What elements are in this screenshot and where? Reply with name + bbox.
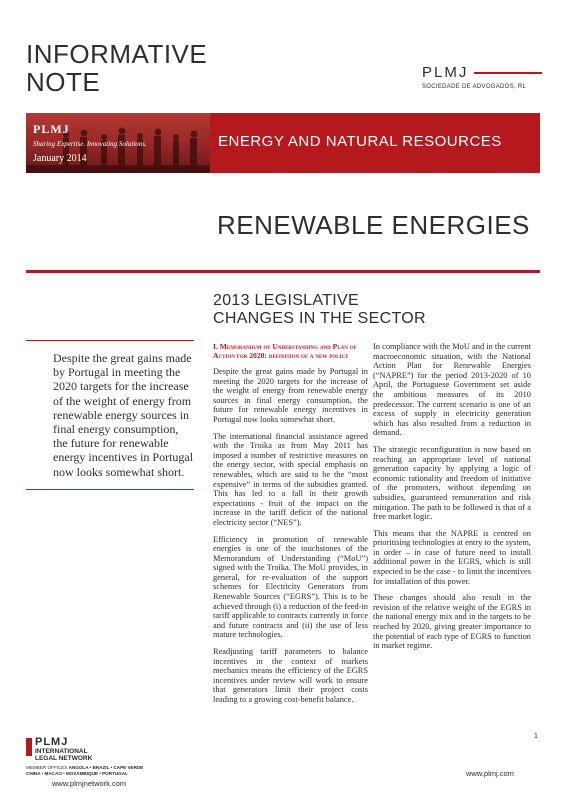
members-line-2: CHINA • MACAO • MOZAMBIQUE • PORTUGAL: [26, 770, 128, 776]
informative-note-title: [26, 40, 207, 96]
footer-network-logo: [26, 737, 143, 776]
title-line-1: INFORMATIVE: [26, 39, 208, 69]
page-number: 1: [534, 733, 538, 740]
text-column-1: [213, 342, 368, 712]
paragraph: The strategic reconfiguration is now based on reaching an appropriate level of national generation capacity by applying a logic of economic rationality and freedom of initiative of the promoters, without depending on subsidies, guaranteed remuneration and risk mitigation. The path to be followed is that of a free market logic.: [373, 444, 531, 522]
members-label: MEMBER OFFICES: [26, 765, 68, 770]
paragraph: Efficiency in promotion of renewable energies is one of the touchstones of the Memorandum of Understanding (“MoU”) signed with the Troika. The MoU provides, in general, for re-evaluation of the support schemes for Electricity Generators from Renewable Sources (“EGRS”). This is to be achieved through (i) a reduction of the feed-in tariff applicable to contracts currently in force and future contracts and (ii) the use of less mature technologies.: [213, 534, 368, 640]
subsection-heading: I. Memorandum of Understanding and Plan of Action for 2020: definition of a new policy: [213, 342, 357, 360]
banner-photo: [26, 113, 210, 173]
paragraph: This means that the NAPRE is centred on prioritising technologies at entry to the system, in order – in case of future need to install additional power in the EGRS, which is still expected to be the case - to limit the incentives for installation of this power.: [373, 528, 531, 586]
site-url-link[interactable]: www.plmj.com: [466, 769, 514, 778]
banner-slogan: Sharing Expertise. Innovating Solutions.: [33, 140, 147, 148]
pullquote-text: Despite the great gains made by Portugal in meeting the 2020 targets for the increase of the weight of energy from renewable energy sources in final energy consumption, the future for renewable energy incentives in Portugal now looks somewhat short.: [53, 351, 194, 479]
section-title: [213, 292, 426, 328]
banner-logo: PLMJ: [33, 122, 70, 136]
members-line-1: ANGOLA • BRAZIL • CAPE VERDE: [68, 765, 144, 770]
member-offices: [26, 765, 143, 776]
paragraph: The international financial assistance agreed with the Troika as from May 2011 has imposed a number of restrictive measures on the energy sector, with special emphasis on renewables, which are said to be the “most expensive” in terms of the subsidies granted. This has led to a fall in their growth expectations - fruit of the impact on the increase in the tariff deficit of the national electricity sector (“NES”).: [213, 431, 368, 527]
pullquote: [26, 340, 194, 490]
title-divider: [26, 270, 540, 273]
section-heading: ENERGY AND NATURAL RESOURCES: [218, 133, 502, 150]
brand-subtitle: SOCIEDADE DE ADVOGADOS, RL: [422, 84, 527, 90]
footer-logo-name: PLMJ: [35, 736, 69, 748]
brand-line: [474, 72, 542, 74]
text-column-2: [373, 342, 531, 658]
header-banner: [26, 113, 540, 173]
paragraph: These changes should also result in the revision of the relative weight of the EGRS in the national energy mix and in the targets to be reached by 2020, giving greater importance to the potential of each type of EGRS to function in market regime.: [373, 593, 531, 651]
paragraph: Readjusting tariff parameters to balance incentives in the context of markets mechanics means the efficiency of the EGRS incentives under review will work to ensure that generators limit their project costs leading to a growing cost-benefit balance.: [213, 647, 368, 704]
network-line-2: LEGAL NETWORK: [35, 755, 93, 762]
network-mark-icon: [26, 738, 32, 756]
title-line-2: NOTE: [26, 67, 101, 97]
brand-name: PLMJ: [422, 64, 469, 81]
brand-logo: [422, 64, 542, 90]
paragraph: Despite the great gains made by Portugal in meeting the 2020 targets for the increase of the weight of energy from renewable energy sources in final energy consumption, the future for renewable energy incentives in Portugal now looks somewhat short.: [213, 367, 368, 424]
document-title: RENEWABLE ENERGIES: [217, 210, 530, 240]
network-url-link[interactable]: www.plmjnetwork.com: [52, 779, 127, 788]
paragraph: In compliance with the MoU and in the current macroeconomic situation, with the National Action Plan for Renewable Energies (“NAPRE”) for the period 2013-2020 of 10 April, the Portuguese Government set aside the ambitious measures of its 2010 predecessor. The current scenario is one of an excess of supply in electricity generation which has also resulted from a reduction in demand.: [373, 342, 531, 438]
section-title-line-2: CHANGES IN THE SECTOR: [213, 310, 426, 327]
network-line-1: INTERNATIONAL: [35, 748, 88, 755]
section-title-line-1: 2013 LEGISLATIVE: [213, 292, 359, 309]
banner-date: January 2014: [33, 153, 87, 164]
